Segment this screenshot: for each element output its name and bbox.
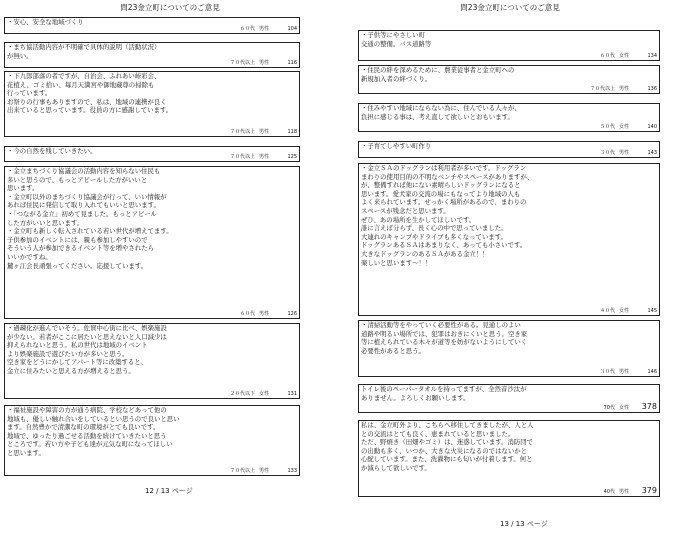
comment-box bbox=[358, 163, 660, 316]
respondent-info bbox=[600, 52, 659, 59]
comment-line: 私は、金立町外より、こちらへ移住してきましたが、人と人 bbox=[361, 421, 534, 429]
age-group: ５０代 bbox=[599, 124, 615, 130]
comment-box bbox=[358, 103, 660, 132]
age-group: ３０代 bbox=[599, 369, 615, 375]
age-group: ４０代 bbox=[599, 308, 615, 314]
respondent-info bbox=[230, 153, 299, 160]
gender: 男性 bbox=[258, 60, 269, 66]
comment-line: 地域で、ゆったり過ごせる活動を続けていきたいと思う bbox=[7, 431, 167, 440]
comment-line: 誰に言えば分らず、長く心の中で思っていました。 bbox=[361, 224, 508, 233]
comment-line: 抑えられないと思う。私の世代は地域のイベント bbox=[7, 341, 148, 350]
comment-box bbox=[358, 30, 660, 61]
age-group: ６０代 bbox=[599, 53, 615, 59]
response-number: 104 bbox=[287, 26, 297, 32]
age-group: ７０代以上 bbox=[229, 129, 255, 135]
comment-line: の出動も多く、いつか、大きな火災になるのではないかと bbox=[361, 446, 528, 455]
page-title: 問23金立町についてのご意見 bbox=[120, 3, 220, 12]
response-number: 118 bbox=[287, 129, 297, 135]
comment-line: 空き家をどうにかしてアパート等に改築すると、 bbox=[7, 358, 148, 367]
gender: 男性 bbox=[258, 154, 269, 160]
comment-line: ・住みやすい地域にならない為に、住んでいる人々が、 bbox=[361, 104, 521, 112]
response-number: 131 bbox=[287, 391, 297, 397]
comment-line: ところです。若い方や子ども達が元気な町になってほしい bbox=[7, 440, 173, 449]
age-group: ７０代以上 bbox=[229, 154, 255, 160]
comment-line: ・住民の絆を深めるために、農業従事者と金立町への bbox=[361, 66, 515, 74]
response-number: 125 bbox=[287, 154, 297, 160]
comment-line: 麓ヶ江会長頑張ってください。応援しています。 bbox=[7, 261, 148, 270]
respondent-info bbox=[240, 310, 299, 317]
response-number: 140 bbox=[647, 124, 657, 130]
age-group: ３０代 bbox=[599, 150, 615, 156]
comment-line: ます。自然豊かで清潔な町の環境がとても良いです。 bbox=[7, 423, 160, 432]
gender: 女性 bbox=[258, 391, 269, 397]
gender: 男性 bbox=[258, 129, 269, 135]
respondent-info bbox=[604, 486, 659, 495]
comment-line: トイレ後のペーパータオルを持ってますが、全然音沙汰が bbox=[361, 385, 527, 393]
comment-line: そういう人が参加できるイベント等を増やされたら bbox=[7, 244, 154, 253]
page-number: 12 / 13 ページ bbox=[145, 487, 193, 495]
gender: 女性 bbox=[618, 53, 629, 59]
comment-line: ・福祉施設や障害の方が通う病院、学校などあって他の bbox=[7, 406, 167, 414]
respondent-info bbox=[600, 123, 659, 130]
comment-line: 地域も、優しい触れ合いをしているとい思うので良いと思い bbox=[7, 414, 180, 423]
comment-line: ドッグランあるＳＡはあまりなく、あっても小さいです。 bbox=[361, 241, 527, 250]
comment-line: 子供参加のイベントには、親も参加しやすいので bbox=[7, 235, 148, 244]
comment-line: 行っています。 bbox=[7, 89, 52, 98]
gender: 男性 bbox=[618, 489, 629, 495]
page-number: 13 / 13 ページ bbox=[500, 520, 548, 528]
respondent-info bbox=[230, 128, 299, 135]
comment-box bbox=[4, 405, 300, 476]
comment-line: した方がいいと思います。 bbox=[7, 218, 84, 227]
gender: 女性 bbox=[618, 124, 629, 130]
comment-box bbox=[358, 320, 660, 377]
respondent-info bbox=[230, 467, 299, 474]
comment-line: 大連れのキャンプやドライブも多くなっています。 bbox=[361, 232, 507, 241]
respondent-info bbox=[230, 390, 299, 397]
age-group: 70代 bbox=[603, 405, 615, 411]
response-number: 143 bbox=[647, 150, 657, 156]
comment-line: ・安心、安全な地域づくり bbox=[7, 18, 84, 26]
comment-line: 思います。 bbox=[7, 184, 39, 193]
response-number: 146 bbox=[647, 369, 657, 375]
comment-line: いいかですね。 bbox=[7, 252, 52, 261]
comment-line: ・子供等にやさしい町 bbox=[361, 31, 425, 39]
page-title: 問23金立町についてのご意見 bbox=[460, 3, 560, 12]
comment-line: 大きなドッグランのあるＳＡがある金立！！ bbox=[361, 249, 489, 258]
right-page bbox=[340, 0, 680, 544]
gender: 男性 bbox=[258, 26, 269, 32]
comment-line: ・「つながる金立」初めて見ました。もっとアピール bbox=[7, 209, 157, 218]
comment-line: ・金立町も新しく転入されている若い世代が増えてます。 bbox=[7, 227, 173, 236]
comment-box bbox=[358, 420, 660, 497]
comment-line: 花植え、ゴミ拾い、毎月天満宮や御地蔵尊の掃除も bbox=[7, 80, 155, 89]
comment-box bbox=[358, 384, 660, 413]
comment-line: ありません。よろしくお願いします。 bbox=[361, 393, 470, 402]
comment-line: か減らして欲しいです。 bbox=[361, 463, 431, 472]
response-number: 116 bbox=[287, 60, 297, 66]
comment-line: が無い。 bbox=[7, 51, 33, 60]
response-number: 126 bbox=[287, 311, 297, 317]
comment-box bbox=[358, 65, 660, 94]
comment-line: ただ、野焼き（田畑やゴミ）は、迷惑しています。消防団で bbox=[361, 438, 534, 447]
response-number: 379 bbox=[641, 486, 657, 495]
comment-box bbox=[358, 141, 660, 158]
comment-line: ・過疎化が進んでいそう。佐賀中心街に比べ、娯楽施設 bbox=[7, 324, 167, 332]
response-number: 136 bbox=[647, 86, 657, 92]
gender: 女性 bbox=[618, 308, 629, 314]
respondent-info bbox=[604, 402, 659, 411]
age-group: ７０代以上 bbox=[229, 60, 255, 66]
respondent-info bbox=[240, 25, 299, 32]
respondent-info bbox=[230, 59, 299, 66]
comment-box bbox=[4, 71, 300, 137]
comment-line: まわりの使用目的の不明なベンチやスペースがありますが、 bbox=[361, 172, 534, 181]
gender: 男性 bbox=[258, 311, 269, 317]
response-number: 133 bbox=[287, 468, 297, 474]
response-number: 378 bbox=[641, 402, 657, 411]
comment-line: あれば住民に発信して取り入れてもいいと思います。 bbox=[7, 201, 160, 210]
comment-line: 新規加入者の絆づくり。 bbox=[361, 74, 432, 83]
gender: 男性 bbox=[618, 86, 629, 92]
comment-box bbox=[4, 42, 300, 68]
respondent-info bbox=[590, 85, 659, 92]
comment-line: ・まち協活動内容が不明確で具体的説明（活動状況） bbox=[7, 43, 161, 51]
age-group: ７０代以上 bbox=[589, 86, 615, 92]
comment-line: 負担に感じる事は、考え直して欲しいとおもいます。 bbox=[361, 112, 514, 121]
comment-line: 心配しています。また、洗濯物にも匂いが付着します。何と bbox=[361, 455, 533, 464]
comment-box bbox=[4, 323, 300, 399]
comment-line: 必要性があると思う。 bbox=[361, 346, 425, 355]
age-group: ６０代 bbox=[239, 26, 255, 32]
comment-line: 出来ていると思っています。役員の方に感謝しています。 bbox=[7, 106, 173, 115]
comment-line: 交通の整備。バス道路等 bbox=[361, 39, 432, 48]
gender: 男性 bbox=[618, 150, 629, 156]
comment-line: ・金立町以外のまちづくり協議会が行って、いい情報が bbox=[7, 192, 167, 201]
comment-line: 金立に住みたいと思える方が増えると思う。 bbox=[7, 366, 135, 375]
gender: 男性 bbox=[258, 468, 269, 474]
age-group: ７０代以上 bbox=[229, 468, 255, 474]
response-number: 145 bbox=[647, 308, 657, 314]
comment-line: ・清掃活動等をやっていく必要性がある。見通しのよい bbox=[361, 321, 521, 329]
respondent-info bbox=[600, 149, 659, 156]
comment-line: ・今の自然を残していきたい。 bbox=[7, 147, 97, 155]
comment-box bbox=[4, 146, 300, 162]
comment-line: お祭りの行事もありますので、私は、地域の連携が良く bbox=[7, 97, 167, 106]
comment-line: スペースが残念だと思います。 bbox=[361, 206, 450, 215]
comment-line: 等に植えられている木々が道等を妨がないようにしていく bbox=[361, 338, 528, 347]
comment-line: ・子育てしやすい町作り bbox=[361, 142, 432, 150]
comment-line: が、整備すれば他にない素晴らしいドッグランになると bbox=[361, 181, 521, 190]
comment-line: 道路や明るい場所では、犯罪はおきにくいと思う。空き家 bbox=[361, 329, 528, 338]
comment-line: 多いと思うので、もっとアピールした方がいいと bbox=[7, 175, 148, 184]
comment-line: ・金立まちづくり協議会の活動内容を知らない住民も bbox=[7, 167, 161, 175]
comment-line: が少ない。若者がここに居たいと思えないと人口減少は bbox=[7, 332, 167, 341]
comment-line: 思います。愛犬家の交流の場にもなってより地域の人も bbox=[361, 189, 521, 198]
comment-line: 楽しいと思います〜！！ bbox=[361, 258, 432, 267]
respondent-info bbox=[600, 368, 659, 375]
gender: 女性 bbox=[618, 405, 629, 411]
comment-line: よく来られています。せっかく場所があるので、まわりの bbox=[361, 198, 527, 207]
comment-line: ・金立ＳＡのドッグランは利用者が多いです。ドッグラン bbox=[361, 164, 527, 172]
comment-box bbox=[4, 166, 300, 319]
gender: 男性 bbox=[618, 369, 629, 375]
comment-line: との交流はとても良く、恵まれていると思いました。 bbox=[361, 429, 515, 438]
comment-line: と思います。 bbox=[7, 448, 45, 457]
age-group: ２０代以下 bbox=[229, 391, 255, 397]
response-number: 134 bbox=[647, 53, 657, 59]
age-group: ６０代 bbox=[239, 311, 255, 317]
age-group: 40代 bbox=[603, 489, 615, 495]
respondent-info bbox=[600, 307, 659, 314]
comment-line: ぜひ、あの場所を生かしてほしいです。 bbox=[361, 215, 476, 224]
comment-box bbox=[4, 17, 300, 34]
comment-line: ・下九郎部落の者ですが、自治会、ふれあい峠彩会、 bbox=[7, 72, 161, 80]
comment-line: より娯楽施設で遊びたい方が多いと思う。 bbox=[7, 349, 129, 358]
